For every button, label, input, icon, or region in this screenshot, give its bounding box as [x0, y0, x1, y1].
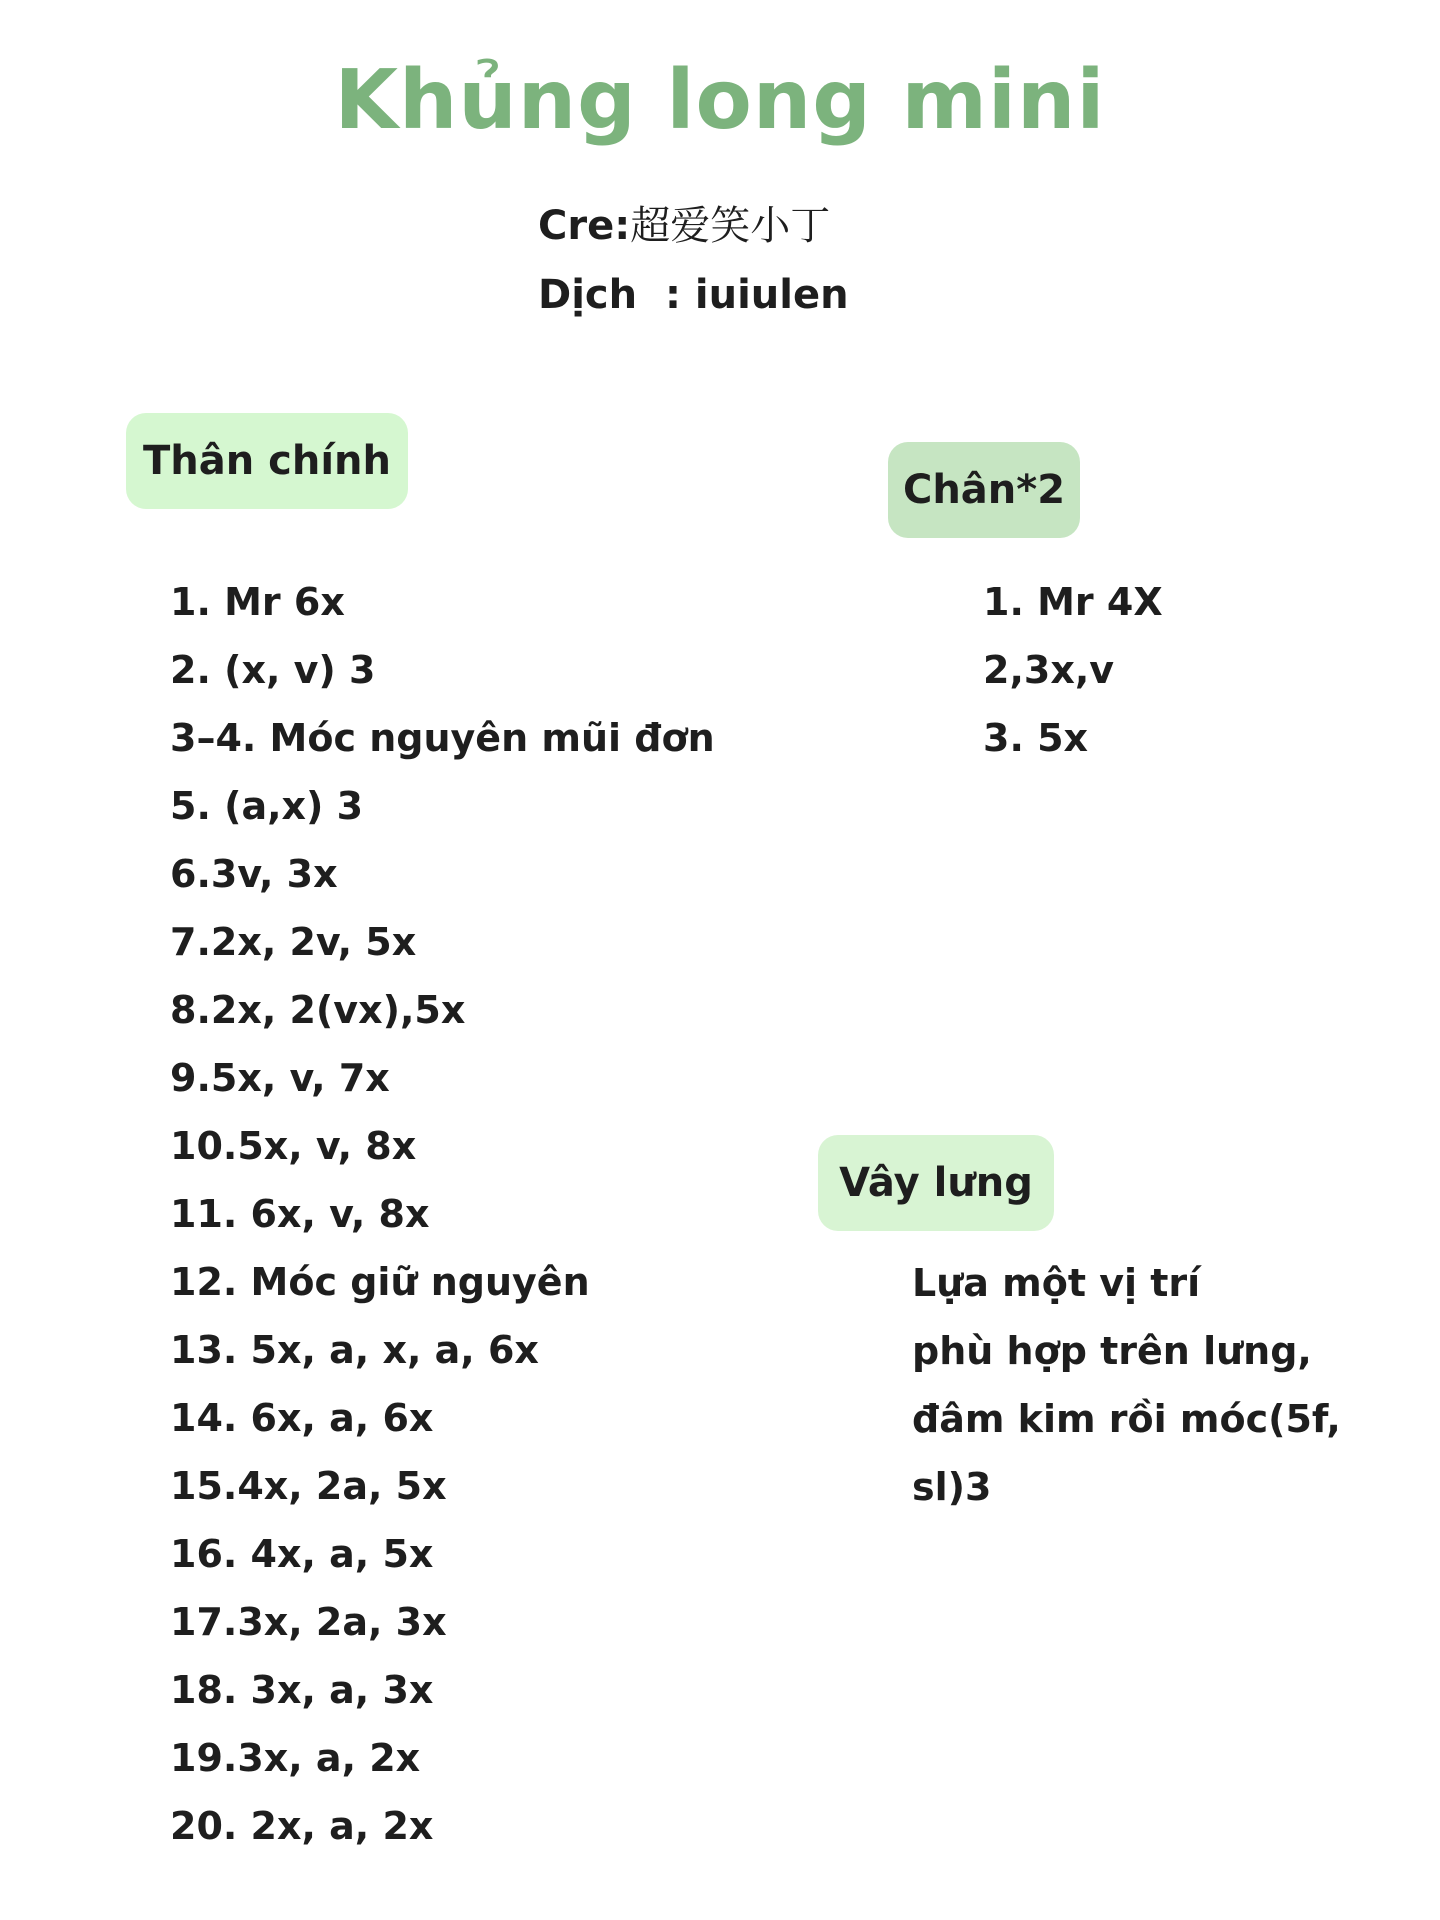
- legs-heading: Chân*2: [888, 442, 1080, 538]
- credits-block: [538, 198, 849, 336]
- back-spikes-line: Lựa một vị trí: [912, 1261, 1201, 1305]
- main-body-row: 14. 6x, a, 6x: [170, 1396, 434, 1440]
- main-body-row: 2. (x, v) 3: [170, 648, 376, 692]
- main-body-row: 7.2x, 2v, 5x: [170, 920, 417, 964]
- legs-row: 3. 5x: [983, 716, 1089, 760]
- main-body-row: 10.5x, v, 8x: [170, 1124, 417, 1168]
- main-body-row: 5. (a,x) 3: [170, 784, 364, 828]
- back-spikes-line: sl)3: [912, 1465, 992, 1509]
- main-body-row: 20. 2x, a, 2x: [170, 1804, 434, 1848]
- translator-line: [538, 267, 849, 336]
- back-spikes-line: đâm kim rồi móc(5f,: [912, 1397, 1341, 1441]
- legs-row: 1. Mr 4X: [983, 580, 1163, 624]
- legs-row: 2,3x,v: [983, 648, 1115, 692]
- credit-label: Cre:: [538, 203, 631, 249]
- main-body-row: 1. Mr 6x: [170, 580, 345, 624]
- main-body-row: 11. 6x, v, 8x: [170, 1192, 430, 1236]
- main-body-row: 8.2x, 2(vx),5x: [170, 988, 466, 1032]
- main-body-row: 16. 4x, a, 5x: [170, 1532, 434, 1576]
- page-title: Khủng long mini: [334, 53, 1106, 148]
- main-body-row: 12. Móc giữ nguyên: [170, 1260, 590, 1304]
- main-body-heading: Thân chính: [126, 413, 408, 509]
- legs-rows: [983, 568, 1163, 772]
- back-spikes-heading: Vây lưng: [818, 1135, 1054, 1231]
- main-body-row: 17.3x, 2a, 3x: [170, 1600, 447, 1644]
- back-spikes-line: phù hợp trên lưng,: [912, 1329, 1312, 1373]
- main-body-rows: [170, 568, 715, 1860]
- credit-line: [538, 198, 849, 267]
- main-body-row: 18. 3x, a, 3x: [170, 1668, 434, 1712]
- translator-name: iuiulen: [694, 272, 849, 318]
- translator-label: Dịch :: [538, 272, 695, 318]
- main-body-row: 13. 5x, a, x, a, 6x: [170, 1328, 539, 1372]
- main-body-row: 15.4x, 2a, 5x: [170, 1464, 447, 1508]
- main-body-row: 3–4. Móc nguyên mũi đơn: [170, 716, 715, 760]
- credit-author: 超爱笑小丁: [630, 203, 831, 249]
- back-spikes-instructions: [912, 1249, 1341, 1521]
- main-body-row: 6.3v, 3x: [170, 852, 338, 896]
- main-body-row: 9.5x, v, 7x: [170, 1056, 390, 1100]
- main-body-row: 19.3x, a, 2x: [170, 1736, 421, 1780]
